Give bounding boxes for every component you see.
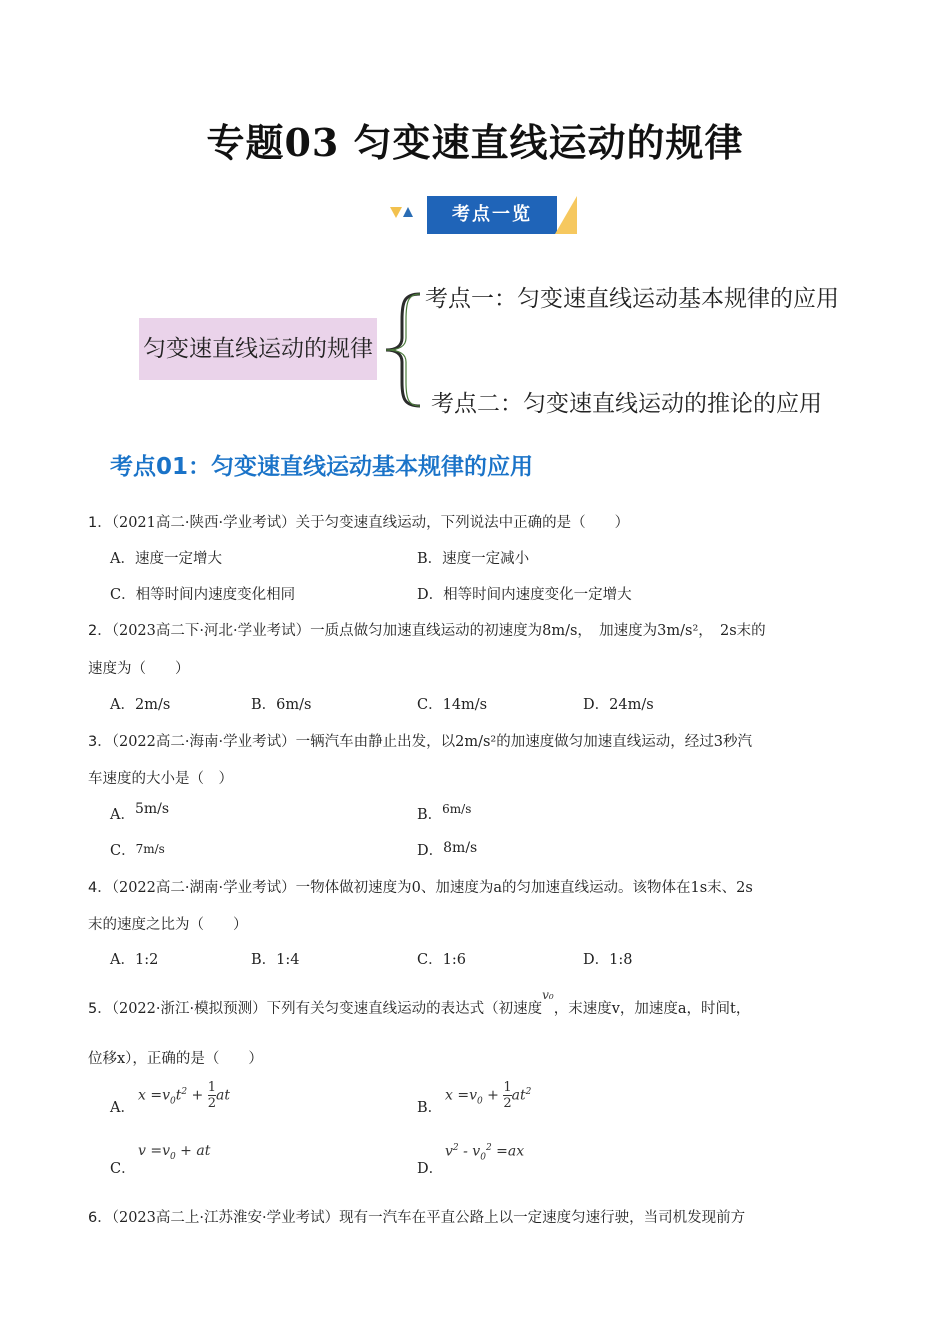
question-text: （2023高二上·江苏淮安·学业考试）现有一汽车在平直公路上以一定速度匀速行驶，当司机发现前方: [111, 1210, 746, 1226]
option-c[interactable]: C．相等时间内速度变化相同: [110, 587, 296, 603]
question-text-cont: 末的速度之比为（ ）: [88, 917, 248, 933]
brace-icon: [380, 290, 430, 410]
question-text: （2022·浙江·模拟预测）下列有关匀变速直线运动的表达式（初速度: [111, 1001, 543, 1017]
question-text: （2021高二·陕西·学业考试）关于匀变速直线运动，下列说法中正确的是（ ）: [111, 515, 630, 531]
option-b[interactable]: [417, 803, 471, 824]
option-value: 5m/s: [134, 801, 170, 817]
option-b[interactable]: B．1:4: [251, 952, 300, 968]
v0-symbol: v₀: [542, 988, 554, 1002]
option-b[interactable]: B．6m/s: [251, 697, 312, 713]
question-3: [88, 730, 752, 751]
blue-triangle-icon: [403, 207, 413, 217]
question-6: [88, 1206, 745, 1227]
option-c[interactable]: C．14m/s: [417, 697, 488, 713]
option-d[interactable]: D．: [417, 1161, 444, 1177]
option-d[interactable]: [417, 839, 477, 860]
question-text: ，末速度v，加速度a，时间t，: [553, 1001, 751, 1017]
option-c[interactable]: C．1:6: [417, 952, 466, 968]
formula-b: $x =v_0$ + $\frac{1}{2}$ $at^2$: [445, 1080, 532, 1111]
section-badge: [390, 193, 590, 237]
badge-label: 考点一览: [427, 196, 557, 234]
mindmap-root: 匀变速直线运动的规律: [139, 318, 377, 380]
formula-d: $v^2 - v_0^2 =ax$: [445, 1143, 525, 1163]
question-number: 1．: [88, 515, 112, 531]
option-letter: D．: [417, 843, 444, 859]
option-a[interactable]: A．2m/s: [110, 697, 171, 713]
option-c[interactable]: [110, 839, 165, 860]
section-title: 考点01：匀变速直线运动基本规律的应用: [110, 454, 534, 480]
option-a[interactable]: A．1:2: [110, 952, 159, 968]
page-title: 专题03 匀变速直线运动的规律: [206, 120, 744, 165]
option-letter: B．: [417, 807, 443, 823]
question-text: （2023高二下·河北·学业考试）一质点做匀加速直线运动的初速度为8m/s， 加速度为3m/s²， 2s末的: [111, 623, 766, 639]
question-number: 5．: [88, 1001, 112, 1017]
option-d[interactable]: D．24m/s: [583, 697, 654, 713]
question-4: [88, 876, 753, 897]
yellow-triangle-icon: [390, 207, 402, 218]
option-b[interactable]: B．速度一定减小: [417, 551, 530, 567]
option-value: 7m/s: [135, 842, 165, 856]
option-a[interactable]: A．: [110, 1100, 135, 1116]
option-d[interactable]: D．相等时间内速度变化一定增大: [417, 587, 632, 603]
option-letter: A．: [110, 807, 135, 823]
option-a[interactable]: [110, 803, 169, 824]
mindmap-leaf-1: 考点一：匀变速直线运动基本规律的应用: [425, 286, 839, 312]
option-d[interactable]: D．1:8: [583, 952, 633, 968]
question-1: [88, 511, 629, 532]
option-value: 6m/s: [442, 802, 472, 816]
question-number: 2．: [88, 623, 112, 639]
formula-c: $v =v_0$ + at: [138, 1143, 211, 1162]
mindmap-leaf-2: 考点二：匀变速直线运动的推论的应用: [431, 391, 822, 417]
option-c[interactable]: C．: [110, 1161, 136, 1177]
question-2: [88, 619, 766, 640]
question-number: 6．: [88, 1210, 112, 1226]
question-text-cont: 车速度的大小是（ ）: [88, 771, 233, 787]
option-value: 8m/s: [443, 840, 478, 856]
question-number: 4．: [88, 880, 112, 896]
yellow-slant-icon: [555, 196, 577, 234]
question-text-cont: 速度为（ ）: [88, 661, 190, 677]
question-5: [88, 988, 751, 1018]
option-a[interactable]: A．速度一定增大: [110, 551, 222, 567]
question-number: 3．: [88, 734, 112, 750]
option-b[interactable]: B．: [417, 1100, 443, 1116]
question-text: （2022高二·海南·学业考试）一辆汽车由静止出发，以2m/s²的加速度做匀加速直线运动，经过3秒汽: [111, 734, 752, 750]
option-letter: C．: [110, 843, 136, 859]
question-text: （2022高二·湖南·学业考试）一物体做初速度为0、加速度为a的匀加速直线运动。该物体在1s末、2s: [111, 880, 753, 896]
formula-a: $x =v_0t^2$ + $\frac{1}{2}$ at: [138, 1080, 231, 1111]
question-text-cont: 位移x），正确的是（ ）: [88, 1051, 263, 1067]
